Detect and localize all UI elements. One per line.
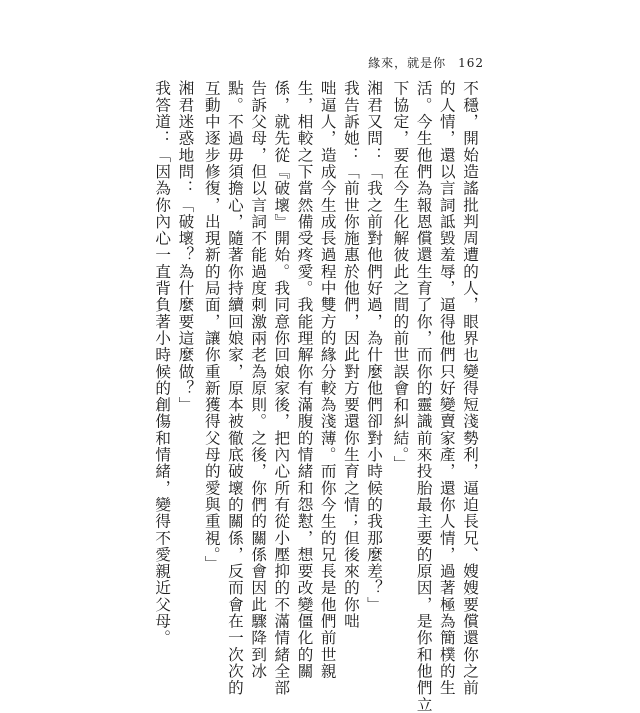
running-header — [368, 54, 484, 71]
text-column: 互動中逐步修復，出現新的局面，讓你重新獲得父母的愛與重視。」 — [202, 80, 221, 572]
text-column: 點。不過毋須擔心，隨著你持續回娘家，原本被徹底破壞的關係，反而會在一次次的 — [225, 80, 244, 697]
text-column: 咄逼人，造成今生成長過程中雙方的緣分較為淺薄。而你今生的兄長是他們前世親 — [318, 80, 337, 680]
text-column: 不穩，開始造謠批判周遭的人，眼界也變得短淺勢利，逼迫長兄、嫂嫂要償還你之前 — [461, 80, 479, 697]
text-column: 湘君又問：「我之前對他們好過，為什麼他們卻對小時候的我那麼差？」 — [365, 80, 384, 613]
text-column: 下協定，要在今生化解彼此之間的前世誤會和糾結。」 — [391, 80, 410, 472]
text-column: 湘君迷惑地問：「破壞？為什麼要這麼做？」 — [176, 80, 195, 413]
text-column: 活。今生他們為報恩償還生育了你，而你的靈識前來投胎最主要的原因，是你和他們立 — [414, 80, 433, 713]
book-title: 緣來，就是你 — [368, 56, 447, 70]
page-number: 162 — [458, 56, 484, 70]
text-column: 的人情，還以言詞詆毀羞辱，逼得他們只好變賣家產，還你人情，過著極為簡樸的生 — [437, 80, 456, 697]
text-column: 我告訴她：「前世你施惠於他們，因此對方要還你生育之情；但後來的你咄 — [341, 80, 360, 630]
text-column: 生，相較之下當然備受疼愛。我能理解你有滿腹的情緒和怨懟，想要改變僵化的關 — [295, 80, 314, 680]
text-column: 我答道：「因為你內心一直背負著小時候的創傷和情緒，變得不愛親近父母。 — [153, 80, 172, 647]
vertical-text-body — [153, 80, 480, 713]
text-column: 告訴父母，但以言詞不能過度刺激兩老為原則。之後，你們的關係會因此驟降到冰 — [249, 80, 268, 680]
text-column: 係，就先從『破壞』開始。我同意你回娘家後，把內心所有從小壓抑的不滿情緒全部 — [272, 80, 291, 697]
